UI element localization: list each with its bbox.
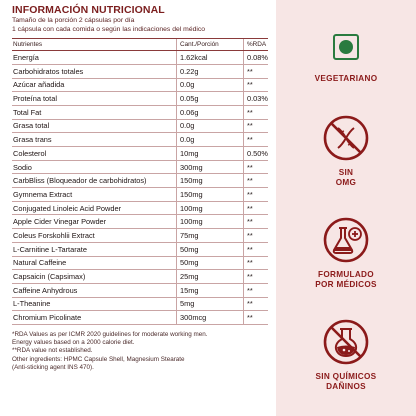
feature-no-gmo — [276, 114, 416, 188]
nutrient-name: Gymnema Extract — [12, 188, 177, 201]
footnote-line: Other ingredients: HPMC Capsule Shell, Magnesium Stearate — [12, 355, 185, 363]
panel-title: INFORMACIÓN NUTRICIONAL — [12, 4, 165, 16]
feature-label-no-gmo: SIN OMG — [335, 168, 357, 187]
nutrient-rda: 0.50% — [247, 148, 268, 158]
nutrient-name: Chromium Picolinate — [12, 311, 177, 324]
table-row — [12, 92, 268, 106]
nutrient-name: Caffeine Anhydrous — [12, 284, 177, 297]
nutrient-name: Natural Caffeine — [12, 257, 177, 270]
header-amount: Cant./Porción — [177, 39, 244, 50]
serving-size: Tamaño de la porción 2 cápsulas por día — [12, 17, 135, 24]
nutrient-rda: ** — [247, 285, 253, 295]
nutrient-rda: ** — [247, 162, 253, 172]
nutrient-amount: 0.0g — [177, 79, 244, 92]
footnote-line: (Anti-sticking agent INS 470). — [12, 363, 94, 371]
serving-instructions: 1 cápsula con cada comida o según las indicaciones del médico — [12, 25, 206, 33]
table-row — [12, 106, 268, 120]
nutrient-rda: ** — [247, 66, 253, 76]
nutrient-rda: ** — [247, 230, 253, 240]
nutrient-name: Coleus Forskohlii Extract — [12, 229, 177, 242]
nutrient-rda: ** — [247, 135, 253, 145]
footnotes — [12, 331, 268, 372]
nutrient-amount: 300mg — [177, 161, 244, 174]
nutrient-rda: ** — [247, 176, 253, 186]
footnote-line: Energy values based on a 2000 calorie diet. — [12, 339, 135, 347]
nutrient-name: Grasa total — [12, 120, 177, 133]
table-row — [12, 51, 268, 65]
no-gmo-dna-icon — [322, 114, 370, 162]
nutrient-rda: 0.03% — [247, 94, 268, 104]
nutrient-amount: 10mg — [177, 147, 244, 160]
nutrient-name: Conjugated Linoleic Acid Powder — [12, 202, 177, 215]
nutrient-amount: 15mg — [177, 284, 244, 297]
nutrient-name: Total Fat — [12, 106, 177, 119]
table-header-row — [12, 39, 268, 51]
feature-label-doctor-formulated: FORMULADO POR MÉDICOS — [315, 270, 377, 289]
table-row — [12, 147, 268, 161]
nutrient-rda: ** — [247, 299, 253, 309]
table-row — [12, 243, 268, 257]
nutrient-name: Colesterol — [12, 147, 177, 160]
nutrient-amount: 50mg — [177, 257, 244, 270]
nutrient-amount: 1.62kcal — [177, 51, 244, 64]
nutrient-amount: 5mg — [177, 298, 244, 311]
table-row — [12, 311, 268, 325]
nutrient-name: Apple Cider Vinegar Powder — [12, 215, 177, 228]
nutrient-rda: ** — [247, 107, 253, 117]
table-row — [12, 65, 268, 79]
nutrient-amount: 0.06g — [177, 106, 244, 119]
nutrient-name: Capsaicin (Capsimax) — [12, 270, 177, 283]
header-nutrients: Nutrientes — [12, 39, 177, 50]
nutrient-name: Energía — [12, 51, 177, 64]
nutrient-amount: 100mg — [177, 215, 244, 228]
table-row — [12, 79, 268, 93]
vegetarian-mark-icon — [333, 34, 359, 60]
feature-label-vegetarian: VEGETARIANO — [314, 74, 378, 83]
nutrient-amount: 0.05g — [177, 92, 244, 105]
nutrient-rda: ** — [247, 189, 253, 199]
feature-vegetarian — [276, 34, 416, 84]
lab-flask-icon — [322, 216, 370, 264]
nutrition-table — [12, 38, 268, 325]
table-row — [12, 270, 268, 284]
table-row — [12, 257, 268, 271]
nutrient-rda: 0.08% — [247, 53, 268, 63]
nutrient-rda: ** — [247, 258, 253, 268]
table-row — [12, 133, 268, 147]
nutrient-amount: 50mg — [177, 243, 244, 256]
feature-column — [276, 0, 416, 416]
feature-doctor-formulated — [276, 216, 416, 290]
nutrient-amount: 25mg — [177, 270, 244, 283]
footnote-line: **RDA value not established. — [12, 347, 93, 355]
nutrient-amount: 0.22g — [177, 65, 244, 78]
nutrient-rda: ** — [247, 313, 253, 323]
nutrient-rda: ** — [247, 121, 253, 131]
table-row — [12, 174, 268, 188]
nutrient-name: Proteína total — [12, 92, 177, 105]
footnote-line: *RDA Values as per ICMR 2020 guidelines for moderate working men. — [12, 330, 208, 338]
nutrient-amount: 150mg — [177, 188, 244, 201]
header-rda: %RDA — [247, 41, 267, 49]
table-row — [12, 120, 268, 134]
nutrient-name: Grasa trans — [12, 133, 177, 146]
no-chemicals-icon — [322, 318, 370, 366]
nutrient-rda: ** — [247, 217, 253, 227]
nutrient-name: Sodio — [12, 161, 177, 174]
nutrient-rda: ** — [247, 272, 253, 282]
nutrient-rda: ** — [247, 203, 253, 213]
table-row — [12, 284, 268, 298]
table-row — [12, 229, 268, 243]
nutrient-name: Azúcar añadida — [12, 79, 177, 92]
nutrient-amount: 0.0g — [177, 120, 244, 133]
nutrient-name: CarbBliss (Bloqueador de carbohidratos) — [12, 174, 177, 187]
nutrient-amount: 150mg — [177, 174, 244, 187]
feature-no-chemicals — [276, 318, 416, 392]
nutrient-rda: ** — [247, 80, 253, 90]
nutrient-amount: 100mg — [177, 202, 244, 215]
table-row — [12, 202, 268, 216]
table-row — [12, 188, 268, 202]
nutrient-amount: 75mg — [177, 229, 244, 242]
table-row — [12, 161, 268, 175]
nutrient-name: L-Theanine — [12, 298, 177, 311]
table-row — [12, 215, 268, 229]
nutrient-amount: 300mcg — [177, 311, 244, 324]
table-row — [12, 298, 268, 312]
nutrient-name: L-Carnitine L-Tartarate — [12, 243, 177, 256]
nutrient-rda: ** — [247, 244, 253, 254]
feature-label-no-chemicals: SIN QUÍMICOS DAÑINOS — [315, 372, 377, 391]
nutrient-name: Carbohidratos totales — [12, 65, 177, 78]
nutrient-amount: 0.0g — [177, 133, 244, 146]
